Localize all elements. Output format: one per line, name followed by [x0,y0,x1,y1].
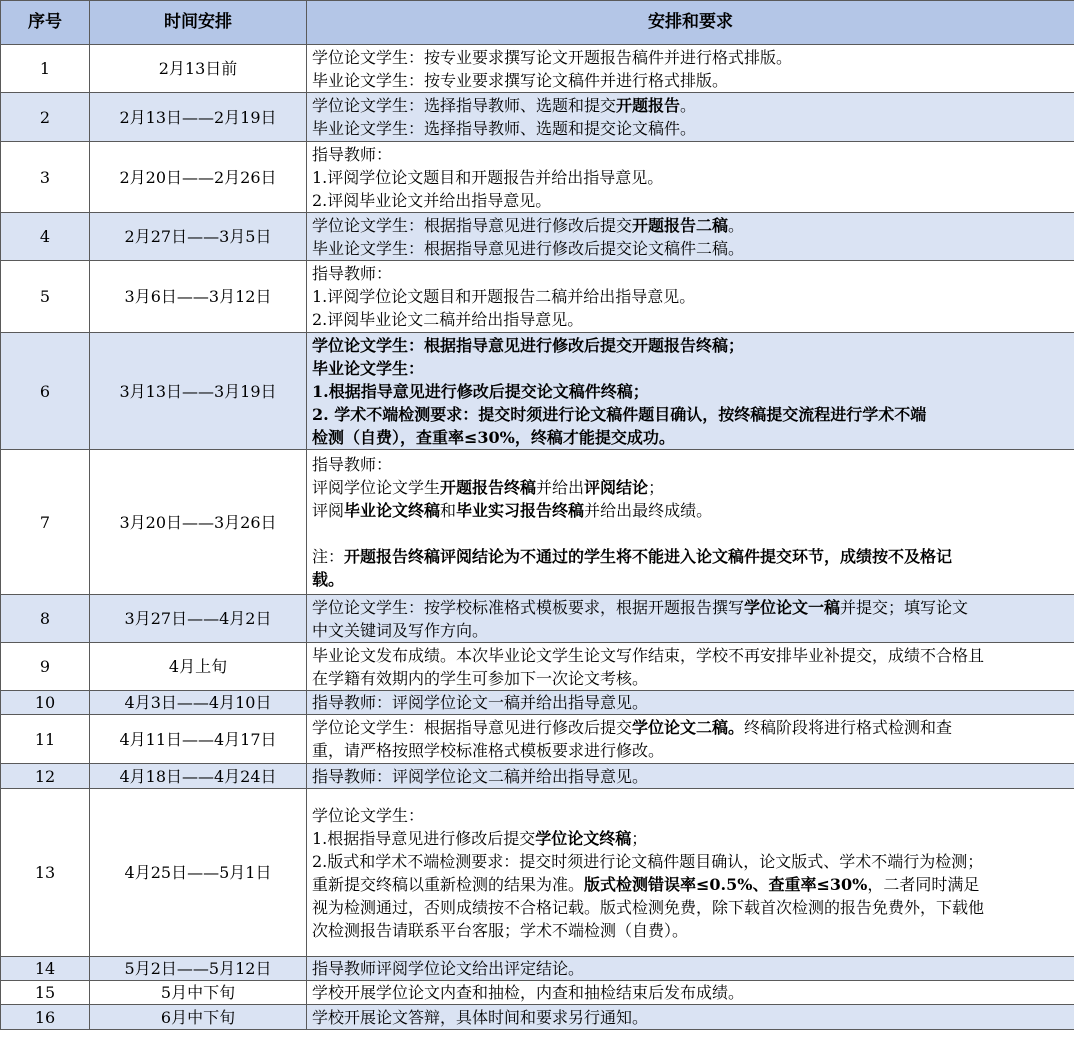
requirement-line [312,166,1070,189]
bold-text: 开题报告 [616,96,681,115]
text: 学位论文学生：按学校标准格式模板要求，根据开题报告撰写 [312,597,745,617]
bold-text: 评阅结论 [584,478,649,497]
text: 次检测报告请联系平台客服；学术不端检测（自费）。 [312,920,689,940]
requirement-line [312,453,1070,476]
text: 毕业论文学生：根据指导意见进行修改后提交论文稿件二稿。 [312,238,745,258]
row-date: 3月13日——3月19日 [90,333,307,450]
row-number: 11 [1,715,90,764]
requirement-line [312,499,1070,522]
table-row [1,261,1074,333]
text: 1.评阅学位论文题目和开题报告二稿并给出指导意见。 [312,287,696,306]
text: 和 [440,501,457,520]
text: 。 [680,96,697,115]
blank-line [312,522,1070,545]
row-number: 12 [1,764,90,789]
row-requirements [307,715,1074,764]
requirement-line [312,804,1070,827]
bold-text: 学位论文二稿。 [632,718,745,737]
table-row [1,93,1074,142]
text: 指导教师： [312,144,393,164]
table-row [1,957,1074,981]
text: 指导教师：评阅学位论文二稿并给出指导意见。 [312,766,649,786]
text: 学校开展论文答辩，具体时间和要求另行通知。 [312,1007,649,1027]
text: 学位论文学生： [312,805,425,825]
requirement-line [312,716,1070,739]
table-row [1,333,1074,450]
row-requirements [307,142,1074,213]
text: 视为检测通过，否则成绩按不合格记载。版式检测免费，除下载首次检测的报告免费外，下载他 [312,897,985,917]
requirement-line [312,69,1070,92]
row-date: 4月11日——4月17日 [90,715,307,764]
row-requirements [307,981,1074,1005]
requirement-line [312,596,1070,619]
text: 2.评阅毕业论文二稿并给出指导意见。 [312,310,584,329]
row-number: 9 [1,643,90,691]
row-number: 4 [1,213,90,261]
requirement-line [312,285,1070,308]
bold-text: 载。 [312,570,345,589]
text: 1.根据指导意见进行修改后提交 [312,828,536,848]
row-requirements [307,957,1074,981]
text: 学位论文学生：选择指导教师、选题和提交 [312,96,617,115]
text: 毕业论文发布成绩。本次毕业论文学生论文写作结束，学校不再安排毕业补提交，成绩不合格且 [312,645,985,665]
table-row [1,764,1074,789]
requirement-line [312,691,1070,714]
row-date: 4月3日——4月10日 [90,691,307,715]
row-date: 3月6日——3月12日 [90,261,307,333]
bold-text: 检测（自费），查重率≤30%，终稿才能提交成功。 [312,427,675,447]
text: 评阅 [312,501,345,520]
text: 学位论文学生：根据指导意见进行修改后提交 [312,215,633,235]
requirement-line [312,981,1070,1004]
row-requirements [307,643,1074,691]
table-row [1,789,1074,957]
table-row [1,45,1074,93]
row-date: 4月上旬 [90,643,307,691]
requirement-line [312,1006,1070,1029]
text: 中文关键词及写作方向。 [312,620,489,640]
table-row [1,595,1074,643]
requirement-line [312,765,1070,788]
requirement-line [312,919,1070,942]
table-row [1,981,1074,1005]
row-date: 6月中下旬 [90,1005,307,1030]
requirement-line [312,873,1070,896]
text: 注： [312,547,345,566]
row-requirements [307,450,1074,595]
text: 2.评阅毕业论文并给出指导意见。 [312,190,552,210]
text: 并给出最终成绩。 [584,501,713,520]
row-date: 2月20日——2月26日 [90,142,307,213]
requirement-line [312,46,1070,69]
bold-text: 开题报告二稿 [632,215,729,235]
row-requirements [307,691,1074,715]
text: 重，请严格按照学校标准格式模板要求进行修改。 [312,741,665,760]
text: 2.版式和学术不端检测要求：提交时须进行论文稿件题目确认，论文版式、学术不端行为检测； [312,851,984,871]
row-requirements [307,333,1074,450]
requirement-line [312,143,1070,166]
row-number: 6 [1,333,90,450]
requirement-line [312,545,1070,568]
table-row [1,213,1074,261]
row-date: 2月13日前 [90,45,307,93]
row-requirements [307,213,1074,261]
row-date: 5月2日——5月12日 [90,957,307,981]
row-requirements [307,45,1074,93]
requirement-line [312,189,1070,212]
row-number: 13 [1,789,90,957]
text: 1.评阅学位论文题目和开题报告并给出指导意见。 [312,167,664,187]
table-row [1,1005,1074,1030]
table-row [1,450,1074,595]
header-requirements: 安排和要求 [307,1,1074,45]
requirement-line [312,308,1070,331]
row-number: 2 [1,93,90,142]
text: 并给出 [536,478,585,497]
header-row [1,1,1074,45]
text: 指导教师：评阅学位论文一稿并给出指导意见。 [312,693,649,712]
text: ，二者同时满足 [867,874,980,894]
row-requirements [307,1005,1074,1030]
requirement-line [312,237,1070,260]
text: 学位论文学生：根据指导意见进行修改后提交 [312,718,633,737]
requirement-line [312,739,1070,762]
table-row [1,715,1074,764]
row-date: 2月13日——2月19日 [90,93,307,142]
requirement-line [312,619,1070,642]
header-num: 序号 [1,1,90,45]
row-requirements [307,93,1074,142]
table-row [1,142,1074,213]
text: ； [648,478,665,497]
row-number: 15 [1,981,90,1005]
requirement-line [312,403,1070,426]
row-number: 5 [1,261,90,333]
text: 指导教师： [312,455,393,474]
row-date: 4月18日——4月24日 [90,764,307,789]
requirement-line [312,94,1070,117]
text: 。 [728,215,745,235]
row-date: 3月20日——3月26日 [90,450,307,595]
bold-text: 开题报告终稿评阅结论为不通过的学生将不能进入论文稿件提交环节，成绩按不及格记 [344,547,953,566]
row-requirements [307,261,1074,333]
row-number: 3 [1,142,90,213]
text: 重新提交终稿以重新检测的结果为准。 [312,874,585,894]
bold-text: 开题报告终稿 [440,478,537,497]
row-date: 3月27日——4月2日 [90,595,307,643]
bold-text: 毕业论文终稿 [344,501,441,520]
requirement-line [312,426,1070,449]
table-row [1,691,1074,715]
row-date: 2月27日——3月5日 [90,213,307,261]
text: 终稿阶段将进行格式检测和查 [744,718,953,737]
row-number: 1 [1,45,90,93]
row-number: 10 [1,691,90,715]
requirement-line [312,644,1070,667]
requirement-line [312,262,1070,285]
text: 在学籍有效期内的学生可参加下一次论文考核。 [312,668,649,688]
requirement-line [312,117,1070,140]
requirement-line [312,357,1070,380]
bold-text: 2. 学术不端检测要求：提交时须进行论文稿件题目确认，按终稿提交流程进行学术不端 [312,404,927,424]
requirement-line [312,214,1070,237]
text: 学校开展学位论文内查和抽检，内查和抽检结束后发布成绩。 [312,983,745,1002]
bold-text: 毕业论文学生： [312,358,425,378]
table-row [1,643,1074,691]
requirement-line [312,568,1070,591]
row-number: 16 [1,1005,90,1030]
requirement-line [312,827,1070,850]
text: 指导教师评阅学位论文给出评定结论。 [312,959,585,978]
header-time: 时间安排 [90,1,307,45]
requirement-line [312,476,1070,499]
text: 毕业论文学生：选择指导教师、选题和提交论文稿件。 [312,119,697,138]
row-date: 5月中下旬 [90,981,307,1005]
row-number: 8 [1,595,90,643]
requirement-line [312,957,1070,980]
bold-text: 学位论文一稿 [744,597,841,617]
requirement-line [312,850,1070,873]
requirement-line [312,380,1070,403]
text: ； [631,828,648,848]
bold-text: 毕业实习报告终稿 [456,501,585,520]
text: 指导教师： [312,264,393,283]
bold-text: 版式检测错误率≤0.5%、查重率≤30% [584,874,868,894]
text: 并提交；填写论文 [840,597,969,617]
bold-text: 1.根据指导意见进行修改后提交论文稿件终稿； [312,381,649,401]
requirement-line [312,896,1070,919]
text: 学位论文学生：按专业要求撰写论文开题报告稿件并进行格式排版。 [312,47,793,67]
requirement-line [312,334,1070,357]
text: 毕业论文学生：按专业要求撰写论文稿件并进行格式排版。 [312,70,729,90]
bold-text: 学位论文终稿 [535,828,632,848]
text: 评阅学位论文学生 [312,478,441,497]
row-requirements [307,764,1074,789]
requirement-line [312,667,1070,690]
row-number: 7 [1,450,90,595]
row-requirements [307,595,1074,643]
row-date: 4月25日——5月1日 [90,789,307,957]
row-number: 14 [1,957,90,981]
row-requirements [307,789,1074,957]
bold-text: 学位论文学生：根据指导意见进行修改后提交开题报告终稿； [312,335,745,355]
